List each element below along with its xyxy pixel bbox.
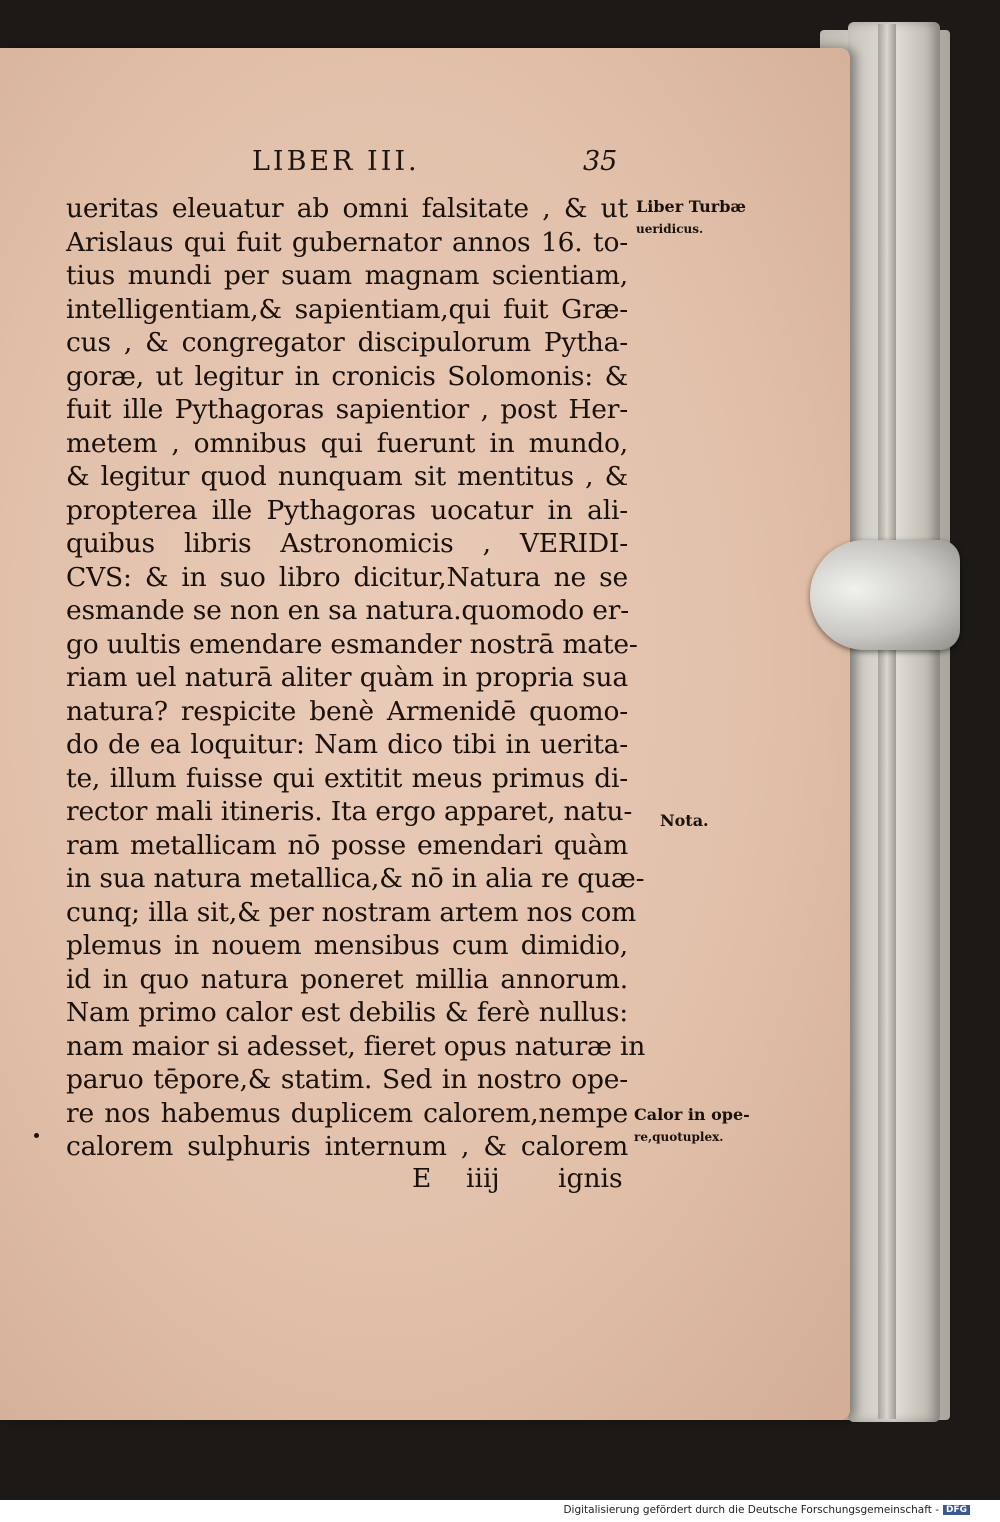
text-line: tius mundi per suam magnam scientiam, <box>66 260 628 291</box>
text-line: plemus in nouem mensibus cum dimidio, <box>66 930 628 961</box>
marginal-note-line: Liber Turbæ <box>636 197 746 216</box>
text-line: re nos habemus duplicem calorem,nempe <box>66 1097 628 1129</box>
signature-mark: E <box>412 1163 432 1194</box>
running-header: LIBER III. <box>252 146 420 177</box>
text-line: fuit ille Pythagoras sapientior , post Her- <box>66 394 628 425</box>
text-line: natura? respicite benè Armenidē quomo- <box>66 695 628 727</box>
text-line: go uultis emendare esmander nostrā mate- <box>66 628 638 660</box>
digitization-credit <box>563 1504 970 1516</box>
text-line: esmande se non en sa natura.quomodo er- <box>66 595 629 626</box>
marginal-note-line: Calor in ope- <box>634 1105 750 1124</box>
marginal-note-line: re,quotuplex. <box>634 1130 724 1144</box>
credit-text: Digitalisierung gefördert durch die Deutsche Forschungsgemeinschaft - <box>563 1504 939 1516</box>
text-line: nam maior si adesset, fieret opus naturæ in <box>66 1030 646 1062</box>
text-line: riam uel naturā aliter quàm in propria sua <box>66 662 628 693</box>
text-line: quibus libris Astronomicis , VERIDI- <box>66 528 628 559</box>
ink-speck <box>34 1133 39 1138</box>
text-line: in sua natura metallica,& nō in alia re quæ- <box>66 863 645 894</box>
text-line: goræ, ut legitur in cronicis Solomonis: & <box>66 360 628 392</box>
cover-fold <box>878 24 896 1419</box>
text-line: te, illum fuisse qui extitit meus primus di- <box>66 762 628 794</box>
text-line: metem , omnibus qui fuerunt in mundo, <box>66 427 628 459</box>
text-line: ram metallicam nō posse emendari quàm <box>66 829 628 861</box>
text-line: Arislaus qui fuit gubernator annos 16. to- <box>66 226 628 258</box>
text-line: paruo tēpore,& statim. Sed in nostro ope- <box>66 1064 628 1095</box>
text-line: do de ea loquitur: Nam dico tibi in uerita- <box>66 729 628 760</box>
text-line: intelligentiam,& sapientiam,qui fuit Græ- <box>66 293 628 325</box>
text-line: id in quo natura poneret millia annorum. <box>66 963 628 995</box>
page-number: 35 <box>583 146 618 177</box>
text-line: propterea ille Pythagoras uocatur in ali- <box>66 494 628 526</box>
marginal-note-line: ueridicus. <box>636 222 704 236</box>
body-text <box>66 192 646 1164</box>
signature-number: iiij <box>466 1163 500 1194</box>
marginal-note <box>636 196 746 240</box>
marginal-note <box>660 810 709 832</box>
catchword: ignis <box>558 1163 623 1194</box>
text-line: ueritas eleuatur ab omni falsitate , & ut <box>66 193 628 224</box>
marginal-note-line: Nota. <box>660 811 709 830</box>
text-line: cunq; illa sit,& per nostram artem nos com <box>66 896 637 928</box>
text-line: & legitur quod nunquam sit mentitus , & <box>66 461 628 492</box>
text-line: calorem sulphuris internum , & calorem <box>66 1131 628 1162</box>
marginal-note <box>634 1104 750 1148</box>
page-clip <box>810 540 960 650</box>
text-line: rector mali itineris. Ita ergo apparet, natu- <box>66 796 633 827</box>
text-line: Nam primo calor est debilis & ferè nullus: <box>66 997 628 1028</box>
text-line: CVS: & in suo libro dicitur,Natura ne se <box>66 561 628 593</box>
dfg-logo-badge: DFG <box>943 1505 970 1515</box>
text-line: cus , & congregator discipulorum Pytha- <box>66 327 628 358</box>
